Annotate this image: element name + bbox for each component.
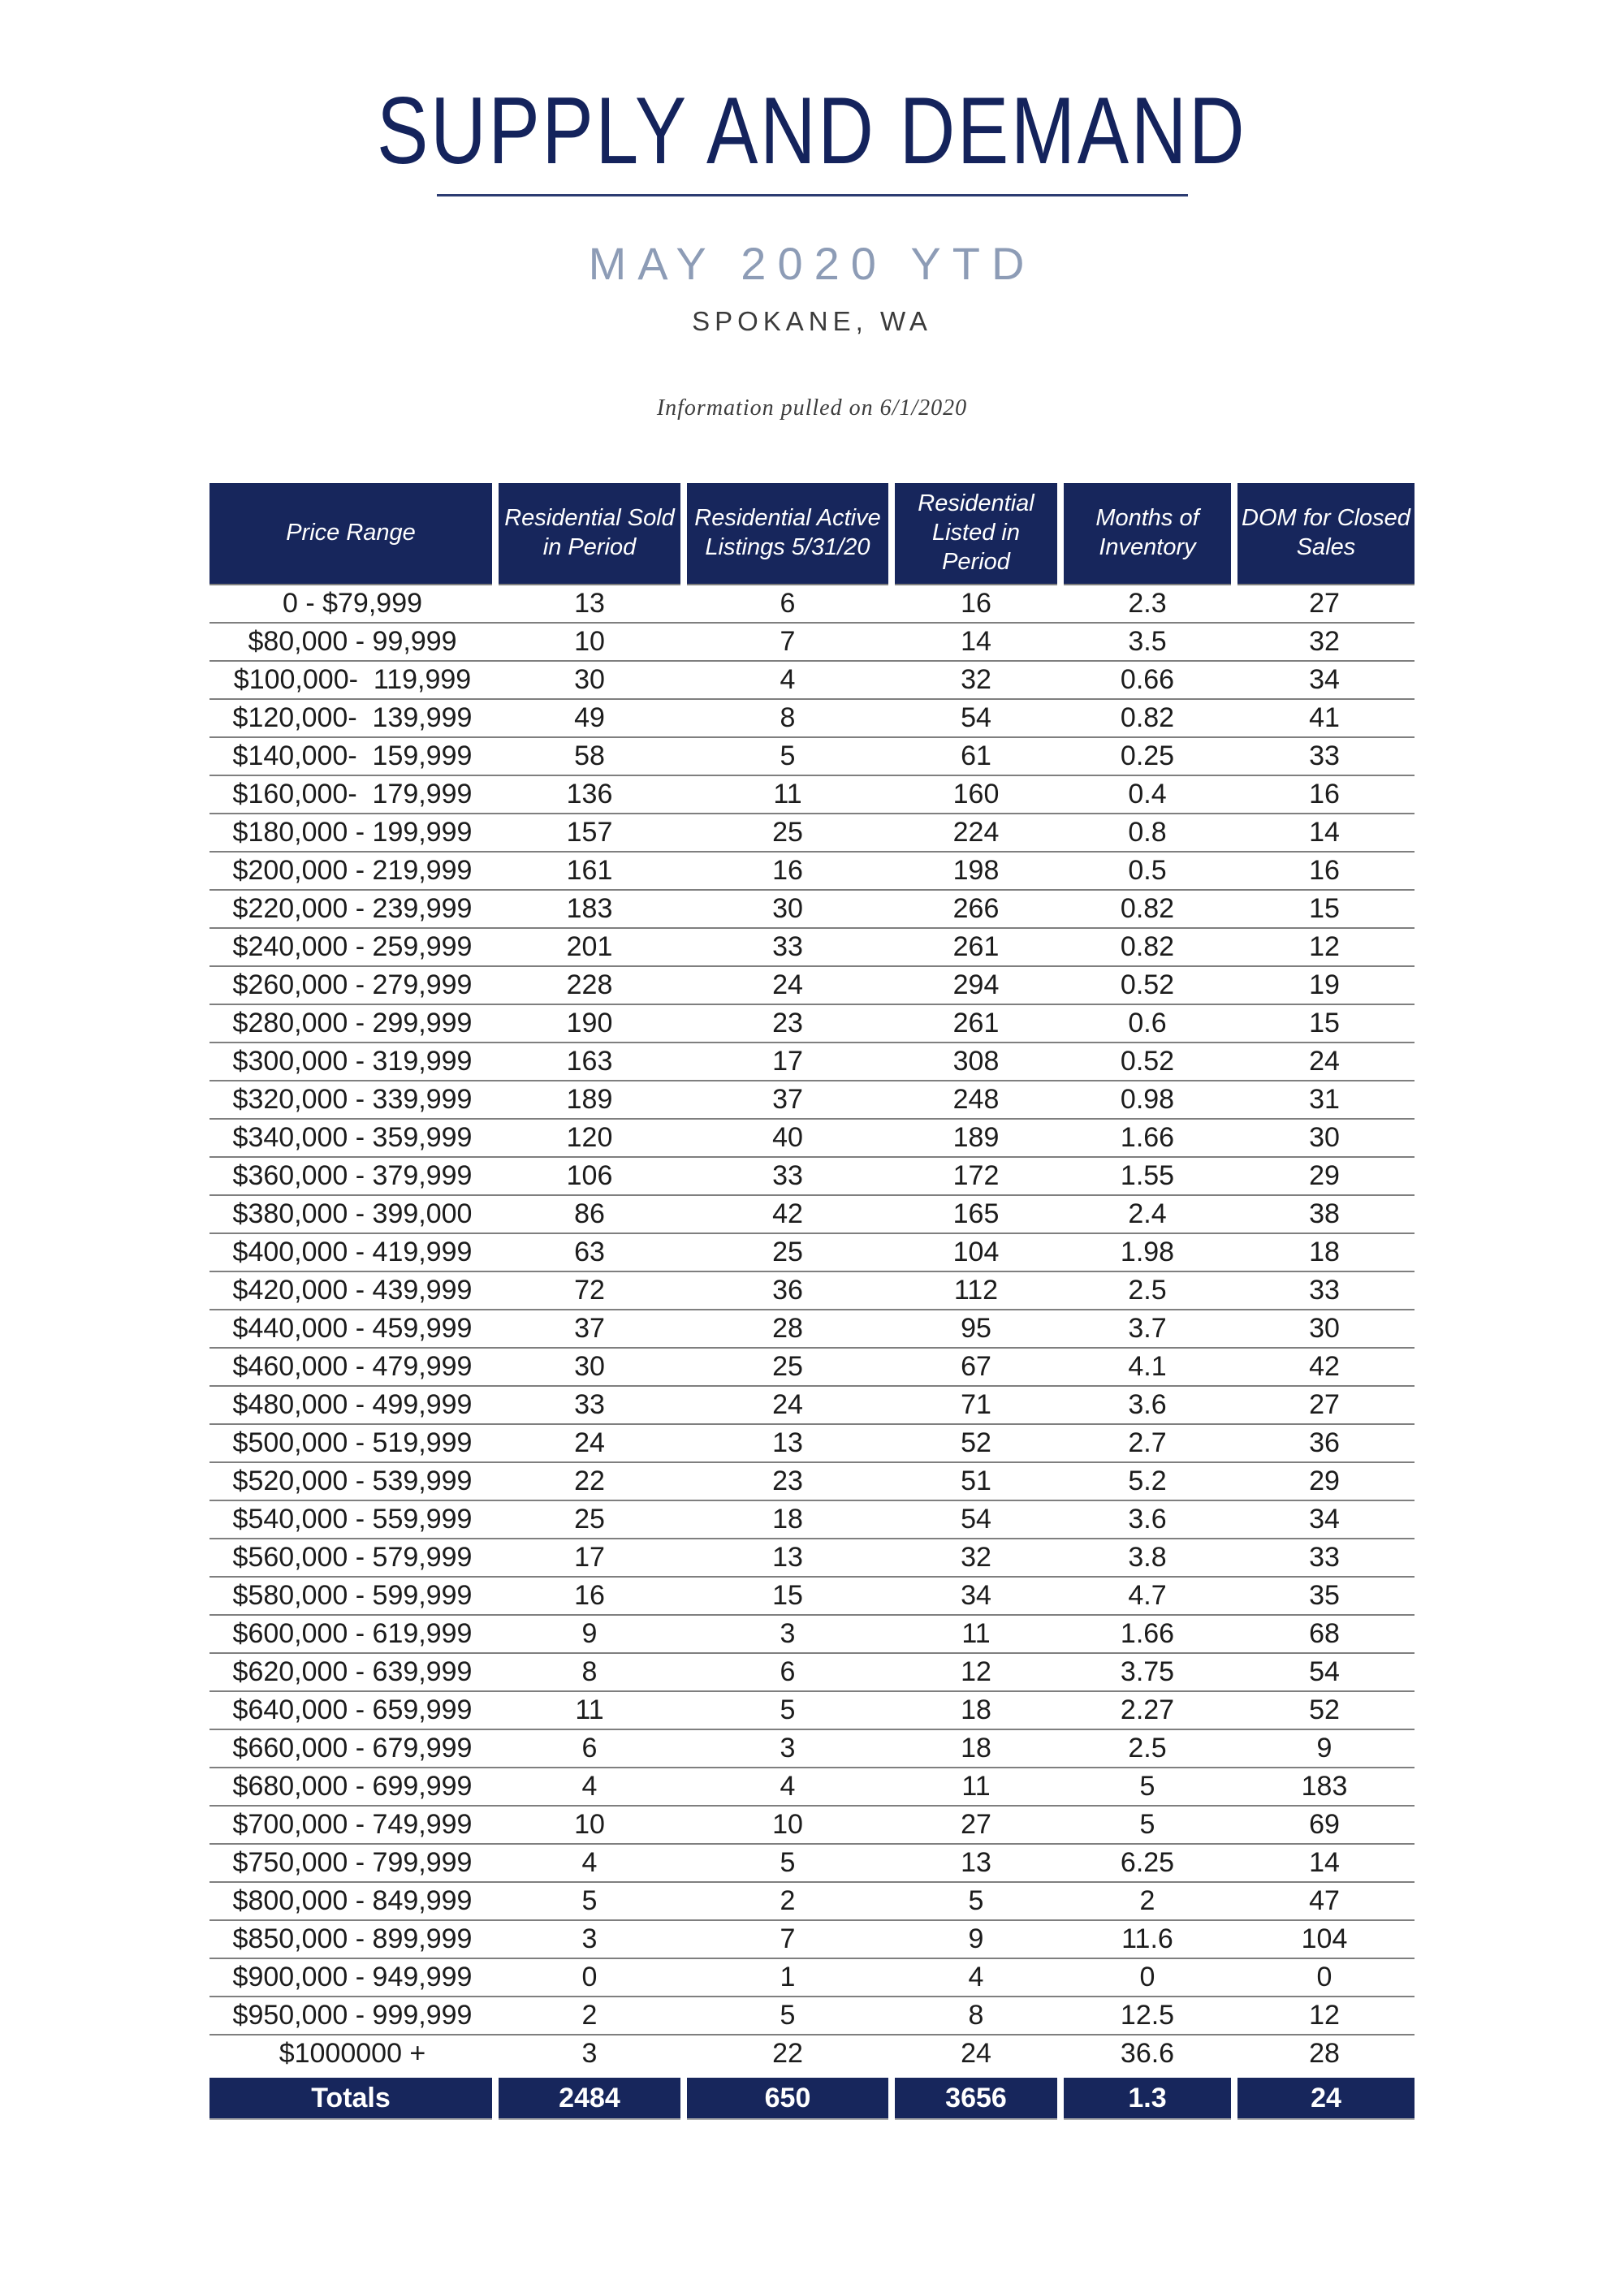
sold-in-period-cell: 4 xyxy=(495,1768,684,1806)
listed-in-period-cell: 104 xyxy=(892,1233,1060,1271)
active-listings-cell: 6 xyxy=(684,585,892,623)
table-row xyxy=(209,1386,1415,1424)
listed-in-period-cell: 27 xyxy=(892,1806,1060,1844)
totals-listed: 3656 xyxy=(892,2075,1060,2120)
listed-in-period-cell: 13 xyxy=(892,1844,1060,1882)
price-range-cell: $100,000- 119,999 xyxy=(209,661,495,699)
price-range-cell: $800,000 - 849,999 xyxy=(209,1882,495,1920)
price-range-cell: $220,000 - 239,999 xyxy=(209,890,495,928)
page-title-text: SUPPLY AND DEMAND xyxy=(377,77,1247,183)
listed-in-period-cell: 11 xyxy=(892,1615,1060,1653)
active-listings-cell: 3 xyxy=(684,1729,892,1768)
sold-in-period-cell: 189 xyxy=(495,1081,684,1119)
period-subtitle: MAY 2020 YTD xyxy=(588,238,1036,290)
sold-in-period-cell: 22 xyxy=(495,1462,684,1500)
price-range-cell: $480,000 - 499,999 xyxy=(209,1386,495,1424)
active-listings-cell: 18 xyxy=(684,1500,892,1539)
months-inventory-cell: 3.6 xyxy=(1060,1500,1234,1539)
active-listings-cell: 7 xyxy=(684,1920,892,1958)
column-header-sold-in-period: Residential Sold in Period xyxy=(495,483,684,585)
price-range-cell: $280,000 - 299,999 xyxy=(209,1004,495,1043)
active-listings-cell: 10 xyxy=(684,1806,892,1844)
dom-closed-sales-cell: 15 xyxy=(1234,890,1415,928)
table-row xyxy=(209,1653,1415,1691)
sold-in-period-cell: 6 xyxy=(495,1729,684,1768)
dom-closed-sales-cell: 27 xyxy=(1234,1386,1415,1424)
sold-in-period-cell: 13 xyxy=(495,585,684,623)
months-inventory-cell: 0.25 xyxy=(1060,737,1234,775)
sold-in-period-cell: 106 xyxy=(495,1157,684,1195)
column-header-active-listings: Residential Active Listings 5/31/20 xyxy=(684,483,892,585)
months-inventory-cell: 5 xyxy=(1060,1768,1234,1806)
price-range-cell: $360,000 - 379,999 xyxy=(209,1157,495,1195)
price-range-cell: $640,000 - 659,999 xyxy=(209,1691,495,1729)
price-range-cell: $700,000 - 749,999 xyxy=(209,1806,495,1844)
dom-closed-sales-cell: 52 xyxy=(1234,1691,1415,1729)
table-row xyxy=(209,1043,1415,1081)
active-listings-cell: 5 xyxy=(684,1691,892,1729)
active-listings-cell: 6 xyxy=(684,1653,892,1691)
price-range-cell: $180,000 - 199,999 xyxy=(209,814,495,852)
price-range-cell: $200,000 - 219,999 xyxy=(209,852,495,890)
listed-in-period-cell: 160 xyxy=(892,775,1060,814)
dom-closed-sales-cell: 14 xyxy=(1234,1844,1415,1882)
table-row xyxy=(209,661,1415,699)
listed-in-period-cell: 54 xyxy=(892,1500,1060,1539)
price-range-cell: $750,000 - 799,999 xyxy=(209,1844,495,1882)
active-listings-cell: 30 xyxy=(684,890,892,928)
dom-closed-sales-cell: 28 xyxy=(1234,2035,1415,2075)
price-range-cell: $380,000 - 399,000 xyxy=(209,1195,495,1233)
listed-in-period-cell: 112 xyxy=(892,1271,1060,1310)
dom-closed-sales-cell: 41 xyxy=(1234,699,1415,737)
active-listings-cell: 13 xyxy=(684,1539,892,1577)
active-listings-cell: 33 xyxy=(684,1157,892,1195)
dom-closed-sales-cell: 34 xyxy=(1234,1500,1415,1539)
listed-in-period-cell: 61 xyxy=(892,737,1060,775)
price-range-cell: $140,000- 159,999 xyxy=(209,737,495,775)
price-range-cell: $680,000 - 699,999 xyxy=(209,1768,495,1806)
months-inventory-cell: 5.2 xyxy=(1060,1462,1234,1500)
price-range-cell: $520,000 - 539,999 xyxy=(209,1462,495,1500)
dom-closed-sales-cell: 9 xyxy=(1234,1729,1415,1768)
dom-closed-sales-cell: 12 xyxy=(1234,928,1415,966)
dom-closed-sales-cell: 16 xyxy=(1234,852,1415,890)
sold-in-period-cell: 49 xyxy=(495,699,684,737)
months-inventory-cell: 3.7 xyxy=(1060,1310,1234,1348)
listed-in-period-cell: 14 xyxy=(892,623,1060,661)
price-range-cell: $900,000 - 949,999 xyxy=(209,1958,495,1997)
months-inventory-cell: 0.5 xyxy=(1060,852,1234,890)
active-listings-cell: 11 xyxy=(684,775,892,814)
table-row xyxy=(209,1729,1415,1768)
listed-in-period-cell: 198 xyxy=(892,852,1060,890)
months-inventory-cell: 11.6 xyxy=(1060,1920,1234,1958)
active-listings-cell: 33 xyxy=(684,928,892,966)
sold-in-period-cell: 33 xyxy=(495,1386,684,1424)
dom-closed-sales-cell: 69 xyxy=(1234,1806,1415,1844)
active-listings-cell: 4 xyxy=(684,1768,892,1806)
listed-in-period-cell: 18 xyxy=(892,1729,1060,1768)
dom-closed-sales-cell: 33 xyxy=(1234,1271,1415,1310)
active-listings-cell: 36 xyxy=(684,1271,892,1310)
table-row xyxy=(209,2035,1415,2075)
months-inventory-cell: 36.6 xyxy=(1060,2035,1234,2075)
dom-closed-sales-cell: 30 xyxy=(1234,1310,1415,1348)
sold-in-period-cell: 120 xyxy=(495,1119,684,1157)
table-row xyxy=(209,1424,1415,1462)
months-inventory-cell: 0.52 xyxy=(1060,1043,1234,1081)
dom-closed-sales-cell: 33 xyxy=(1234,1539,1415,1577)
months-inventory-cell: 0.66 xyxy=(1060,661,1234,699)
months-inventory-cell: 2 xyxy=(1060,1882,1234,1920)
active-listings-cell: 4 xyxy=(684,661,892,699)
table-row xyxy=(209,966,1415,1004)
dom-closed-sales-cell: 15 xyxy=(1234,1004,1415,1043)
totals-active-listings: 650 xyxy=(684,2075,892,2120)
sold-in-period-cell: 161 xyxy=(495,852,684,890)
months-inventory-cell: 0.4 xyxy=(1060,775,1234,814)
price-range-cell: $320,000 - 339,999 xyxy=(209,1081,495,1119)
listed-in-period-cell: 54 xyxy=(892,699,1060,737)
listed-in-period-cell: 34 xyxy=(892,1577,1060,1615)
sold-in-period-cell: 30 xyxy=(495,661,684,699)
listed-in-period-cell: 52 xyxy=(892,1424,1060,1462)
listed-in-period-cell: 189 xyxy=(892,1119,1060,1157)
listed-in-period-cell: 5 xyxy=(892,1882,1060,1920)
active-listings-cell: 28 xyxy=(684,1310,892,1348)
listed-in-period-cell: 8 xyxy=(892,1997,1060,2035)
table-row xyxy=(209,775,1415,814)
dom-closed-sales-cell: 47 xyxy=(1234,1882,1415,1920)
price-range-cell: $300,000 - 319,999 xyxy=(209,1043,495,1081)
months-inventory-cell: 0.82 xyxy=(1060,699,1234,737)
listed-in-period-cell: 261 xyxy=(892,1004,1060,1043)
price-range-cell: $660,000 - 679,999 xyxy=(209,1729,495,1768)
listed-in-period-cell: 294 xyxy=(892,966,1060,1004)
location-label: SPOKANE, WA xyxy=(692,306,932,337)
dom-closed-sales-cell: 27 xyxy=(1234,585,1415,623)
price-range-cell: $80,000 - 99,999 xyxy=(209,623,495,661)
active-listings-cell: 7 xyxy=(684,623,892,661)
months-inventory-cell: 1.66 xyxy=(1060,1615,1234,1653)
table-header-row xyxy=(209,483,1415,585)
dom-closed-sales-cell: 33 xyxy=(1234,737,1415,775)
table-row xyxy=(209,585,1415,623)
months-inventory-cell: 0.98 xyxy=(1060,1081,1234,1119)
column-header-dom-closed-sales: DOM for Closed Sales xyxy=(1234,483,1415,585)
dom-closed-sales-cell: 18 xyxy=(1234,1233,1415,1271)
table-row xyxy=(209,890,1415,928)
active-listings-cell: 23 xyxy=(684,1004,892,1043)
active-listings-cell: 25 xyxy=(684,1233,892,1271)
dom-closed-sales-cell: 12 xyxy=(1234,1997,1415,2035)
table-row xyxy=(209,928,1415,966)
table-row xyxy=(209,814,1415,852)
sold-in-period-cell: 86 xyxy=(495,1195,684,1233)
sold-in-period-cell: 17 xyxy=(495,1539,684,1577)
months-inventory-cell: 1.66 xyxy=(1060,1119,1234,1157)
months-inventory-cell: 0.82 xyxy=(1060,890,1234,928)
table-row xyxy=(209,1119,1415,1157)
dom-closed-sales-cell: 14 xyxy=(1234,814,1415,852)
price-range-cell: $440,000 - 459,999 xyxy=(209,1310,495,1348)
listed-in-period-cell: 32 xyxy=(892,1539,1060,1577)
months-inventory-cell: 3.8 xyxy=(1060,1539,1234,1577)
sold-in-period-cell: 16 xyxy=(495,1577,684,1615)
sold-in-period-cell: 0 xyxy=(495,1958,684,1997)
dom-closed-sales-cell: 42 xyxy=(1234,1348,1415,1386)
table-row xyxy=(209,1844,1415,1882)
months-inventory-cell: 2.5 xyxy=(1060,1729,1234,1768)
dom-closed-sales-cell: 29 xyxy=(1234,1462,1415,1500)
price-range-cell: $400,000 - 419,999 xyxy=(209,1233,495,1271)
months-inventory-cell: 0 xyxy=(1060,1958,1234,1997)
active-listings-cell: 3 xyxy=(684,1615,892,1653)
sold-in-period-cell: 2 xyxy=(495,1997,684,2035)
months-inventory-cell: 3.75 xyxy=(1060,1653,1234,1691)
totals-months-inventory: 1.3 xyxy=(1060,2075,1234,2120)
months-inventory-cell: 2.4 xyxy=(1060,1195,1234,1233)
active-listings-cell: 1 xyxy=(684,1958,892,1997)
sold-in-period-cell: 3 xyxy=(495,2035,684,2075)
table-row xyxy=(209,1882,1415,1920)
table-row xyxy=(209,1806,1415,1844)
dom-closed-sales-cell: 30 xyxy=(1234,1119,1415,1157)
column-header-months-inventory: Months of Inventory xyxy=(1060,483,1234,585)
sold-in-period-cell: 63 xyxy=(495,1233,684,1271)
sold-in-period-cell: 11 xyxy=(495,1691,684,1729)
listed-in-period-cell: 12 xyxy=(892,1653,1060,1691)
months-inventory-cell: 0.8 xyxy=(1060,814,1234,852)
listed-in-period-cell: 172 xyxy=(892,1157,1060,1195)
table-row xyxy=(209,1004,1415,1043)
table-row xyxy=(209,1500,1415,1539)
months-inventory-cell: 2.5 xyxy=(1060,1271,1234,1310)
active-listings-cell: 17 xyxy=(684,1043,892,1081)
listed-in-period-cell: 95 xyxy=(892,1310,1060,1348)
price-range-cell: $560,000 - 579,999 xyxy=(209,1539,495,1577)
price-range-cell: $460,000 - 479,999 xyxy=(209,1348,495,1386)
listed-in-period-cell: 51 xyxy=(892,1462,1060,1500)
active-listings-cell: 22 xyxy=(684,2035,892,2075)
price-range-cell: $580,000 - 599,999 xyxy=(209,1577,495,1615)
dom-closed-sales-cell: 38 xyxy=(1234,1195,1415,1233)
active-listings-cell: 8 xyxy=(684,699,892,737)
listed-in-period-cell: 24 xyxy=(892,2035,1060,2075)
table-row xyxy=(209,1958,1415,1997)
column-header-price-range: Price Range xyxy=(209,483,495,585)
listed-in-period-cell: 224 xyxy=(892,814,1060,852)
price-range-cell: $260,000 - 279,999 xyxy=(209,966,495,1004)
table-row xyxy=(209,1233,1415,1271)
months-inventory-cell: 3.6 xyxy=(1060,1386,1234,1424)
dom-closed-sales-cell: 16 xyxy=(1234,775,1415,814)
dom-closed-sales-cell: 0 xyxy=(1234,1958,1415,1997)
active-listings-cell: 13 xyxy=(684,1424,892,1462)
table-row xyxy=(209,737,1415,775)
totals-dom: 24 xyxy=(1234,2075,1415,2120)
listed-in-period-cell: 4 xyxy=(892,1958,1060,1997)
price-range-cell: $240,000 - 259,999 xyxy=(209,928,495,966)
price-range-cell: $540,000 - 559,999 xyxy=(209,1500,495,1539)
dom-closed-sales-cell: 29 xyxy=(1234,1157,1415,1195)
months-inventory-cell: 0.82 xyxy=(1060,928,1234,966)
listed-in-period-cell: 67 xyxy=(892,1348,1060,1386)
price-range-cell: $850,000 - 899,999 xyxy=(209,1920,495,1958)
table-row xyxy=(209,1997,1415,2035)
sold-in-period-cell: 5 xyxy=(495,1882,684,1920)
sold-in-period-cell: 72 xyxy=(495,1271,684,1310)
months-inventory-cell: 4.7 xyxy=(1060,1577,1234,1615)
months-inventory-cell: 1.55 xyxy=(1060,1157,1234,1195)
sold-in-period-cell: 24 xyxy=(495,1424,684,1462)
dom-closed-sales-cell: 68 xyxy=(1234,1615,1415,1653)
listed-in-period-cell: 32 xyxy=(892,661,1060,699)
table-row xyxy=(209,1691,1415,1729)
listed-in-period-cell: 261 xyxy=(892,928,1060,966)
dom-closed-sales-cell: 183 xyxy=(1234,1768,1415,1806)
listed-in-period-cell: 308 xyxy=(892,1043,1060,1081)
sold-in-period-cell: 10 xyxy=(495,623,684,661)
column-header-listed-in-period: Residential Listed in Period xyxy=(892,483,1060,585)
sold-in-period-cell: 10 xyxy=(495,1806,684,1844)
price-range-cell: $500,000 - 519,999 xyxy=(209,1424,495,1462)
sold-in-period-cell: 4 xyxy=(495,1844,684,1882)
active-listings-cell: 15 xyxy=(684,1577,892,1615)
dom-closed-sales-cell: 54 xyxy=(1234,1653,1415,1691)
active-listings-cell: 37 xyxy=(684,1081,892,1119)
active-listings-cell: 24 xyxy=(684,966,892,1004)
listed-in-period-cell: 71 xyxy=(892,1386,1060,1424)
table-row xyxy=(209,852,1415,890)
table-row xyxy=(209,623,1415,661)
table-body xyxy=(209,585,1415,2075)
report-page xyxy=(0,77,1624,2288)
sold-in-period-cell: 190 xyxy=(495,1004,684,1043)
sold-in-period-cell: 136 xyxy=(495,775,684,814)
active-listings-cell: 24 xyxy=(684,1386,892,1424)
active-listings-cell: 5 xyxy=(684,1844,892,1882)
page-title xyxy=(0,77,1624,183)
table-row xyxy=(209,1462,1415,1500)
totals-sold: 2484 xyxy=(495,2075,684,2120)
active-listings-cell: 23 xyxy=(684,1462,892,1500)
totals-label: Totals xyxy=(209,2075,495,2120)
dom-closed-sales-cell: 24 xyxy=(1234,1043,1415,1081)
table-row xyxy=(209,1271,1415,1310)
table-row xyxy=(209,1768,1415,1806)
active-listings-cell: 5 xyxy=(684,1997,892,2035)
sold-in-period-cell: 37 xyxy=(495,1310,684,1348)
price-range-cell: 0 - $79,999 xyxy=(209,585,495,623)
table-row xyxy=(209,1310,1415,1348)
months-inventory-cell: 5 xyxy=(1060,1806,1234,1844)
sold-in-period-cell: 58 xyxy=(495,737,684,775)
sold-in-period-cell: 30 xyxy=(495,1348,684,1386)
sold-in-period-cell: 9 xyxy=(495,1615,684,1653)
months-inventory-cell: 6.25 xyxy=(1060,1844,1234,1882)
table-row xyxy=(209,1920,1415,1958)
active-listings-cell: 25 xyxy=(684,814,892,852)
months-inventory-cell: 2.27 xyxy=(1060,1691,1234,1729)
table-row xyxy=(209,1348,1415,1386)
price-range-cell: $340,000 - 359,999 xyxy=(209,1119,495,1157)
listed-in-period-cell: 165 xyxy=(892,1195,1060,1233)
active-listings-cell: 42 xyxy=(684,1195,892,1233)
table-row xyxy=(209,1577,1415,1615)
table-row xyxy=(209,1615,1415,1653)
table-row xyxy=(209,1539,1415,1577)
months-inventory-cell: 12.5 xyxy=(1060,1997,1234,2035)
months-inventory-cell: 4.1 xyxy=(1060,1348,1234,1386)
sold-in-period-cell: 3 xyxy=(495,1920,684,1958)
title-underline xyxy=(437,194,1188,196)
listed-in-period-cell: 9 xyxy=(892,1920,1060,1958)
price-range-cell: $1000000 + xyxy=(209,2035,495,2075)
table-row xyxy=(209,1157,1415,1195)
months-inventory-cell: 0.6 xyxy=(1060,1004,1234,1043)
price-range-cell: $950,000 - 999,999 xyxy=(209,1997,495,2035)
supply-demand-table xyxy=(209,483,1415,2120)
sold-in-period-cell: 163 xyxy=(495,1043,684,1081)
price-range-cell: $160,000- 179,999 xyxy=(209,775,495,814)
listed-in-period-cell: 248 xyxy=(892,1081,1060,1119)
price-range-cell: $600,000 - 619,999 xyxy=(209,1615,495,1653)
months-inventory-cell: 2.7 xyxy=(1060,1424,1234,1462)
price-range-cell: $120,000- 139,999 xyxy=(209,699,495,737)
pull-date-note: Information pulled on 6/1/2020 xyxy=(656,395,968,421)
dom-closed-sales-cell: 104 xyxy=(1234,1920,1415,1958)
months-inventory-cell: 2.3 xyxy=(1060,585,1234,623)
dom-closed-sales-cell: 32 xyxy=(1234,623,1415,661)
months-inventory-cell: 0.52 xyxy=(1060,966,1234,1004)
dom-closed-sales-cell: 36 xyxy=(1234,1424,1415,1462)
sold-in-period-cell: 25 xyxy=(495,1500,684,1539)
totals-row xyxy=(209,2075,1415,2120)
months-inventory-cell: 3.5 xyxy=(1060,623,1234,661)
sold-in-period-cell: 157 xyxy=(495,814,684,852)
dom-closed-sales-cell: 19 xyxy=(1234,966,1415,1004)
sold-in-period-cell: 183 xyxy=(495,890,684,928)
sold-in-period-cell: 228 xyxy=(495,966,684,1004)
listed-in-period-cell: 16 xyxy=(892,585,1060,623)
price-range-cell: $420,000 - 439,999 xyxy=(209,1271,495,1310)
active-listings-cell: 2 xyxy=(684,1882,892,1920)
table-row xyxy=(209,1081,1415,1119)
table-row xyxy=(209,1195,1415,1233)
listed-in-period-cell: 11 xyxy=(892,1768,1060,1806)
active-listings-cell: 16 xyxy=(684,852,892,890)
dom-closed-sales-cell: 31 xyxy=(1234,1081,1415,1119)
months-inventory-cell: 1.98 xyxy=(1060,1233,1234,1271)
active-listings-cell: 40 xyxy=(684,1119,892,1157)
sold-in-period-cell: 201 xyxy=(495,928,684,966)
price-range-cell: $620,000 - 639,999 xyxy=(209,1653,495,1691)
table-row xyxy=(209,699,1415,737)
sold-in-period-cell: 8 xyxy=(495,1653,684,1691)
dom-closed-sales-cell: 34 xyxy=(1234,661,1415,699)
active-listings-cell: 5 xyxy=(684,737,892,775)
dom-closed-sales-cell: 35 xyxy=(1234,1577,1415,1615)
active-listings-cell: 25 xyxy=(684,1348,892,1386)
listed-in-period-cell: 266 xyxy=(892,890,1060,928)
listed-in-period-cell: 18 xyxy=(892,1691,1060,1729)
